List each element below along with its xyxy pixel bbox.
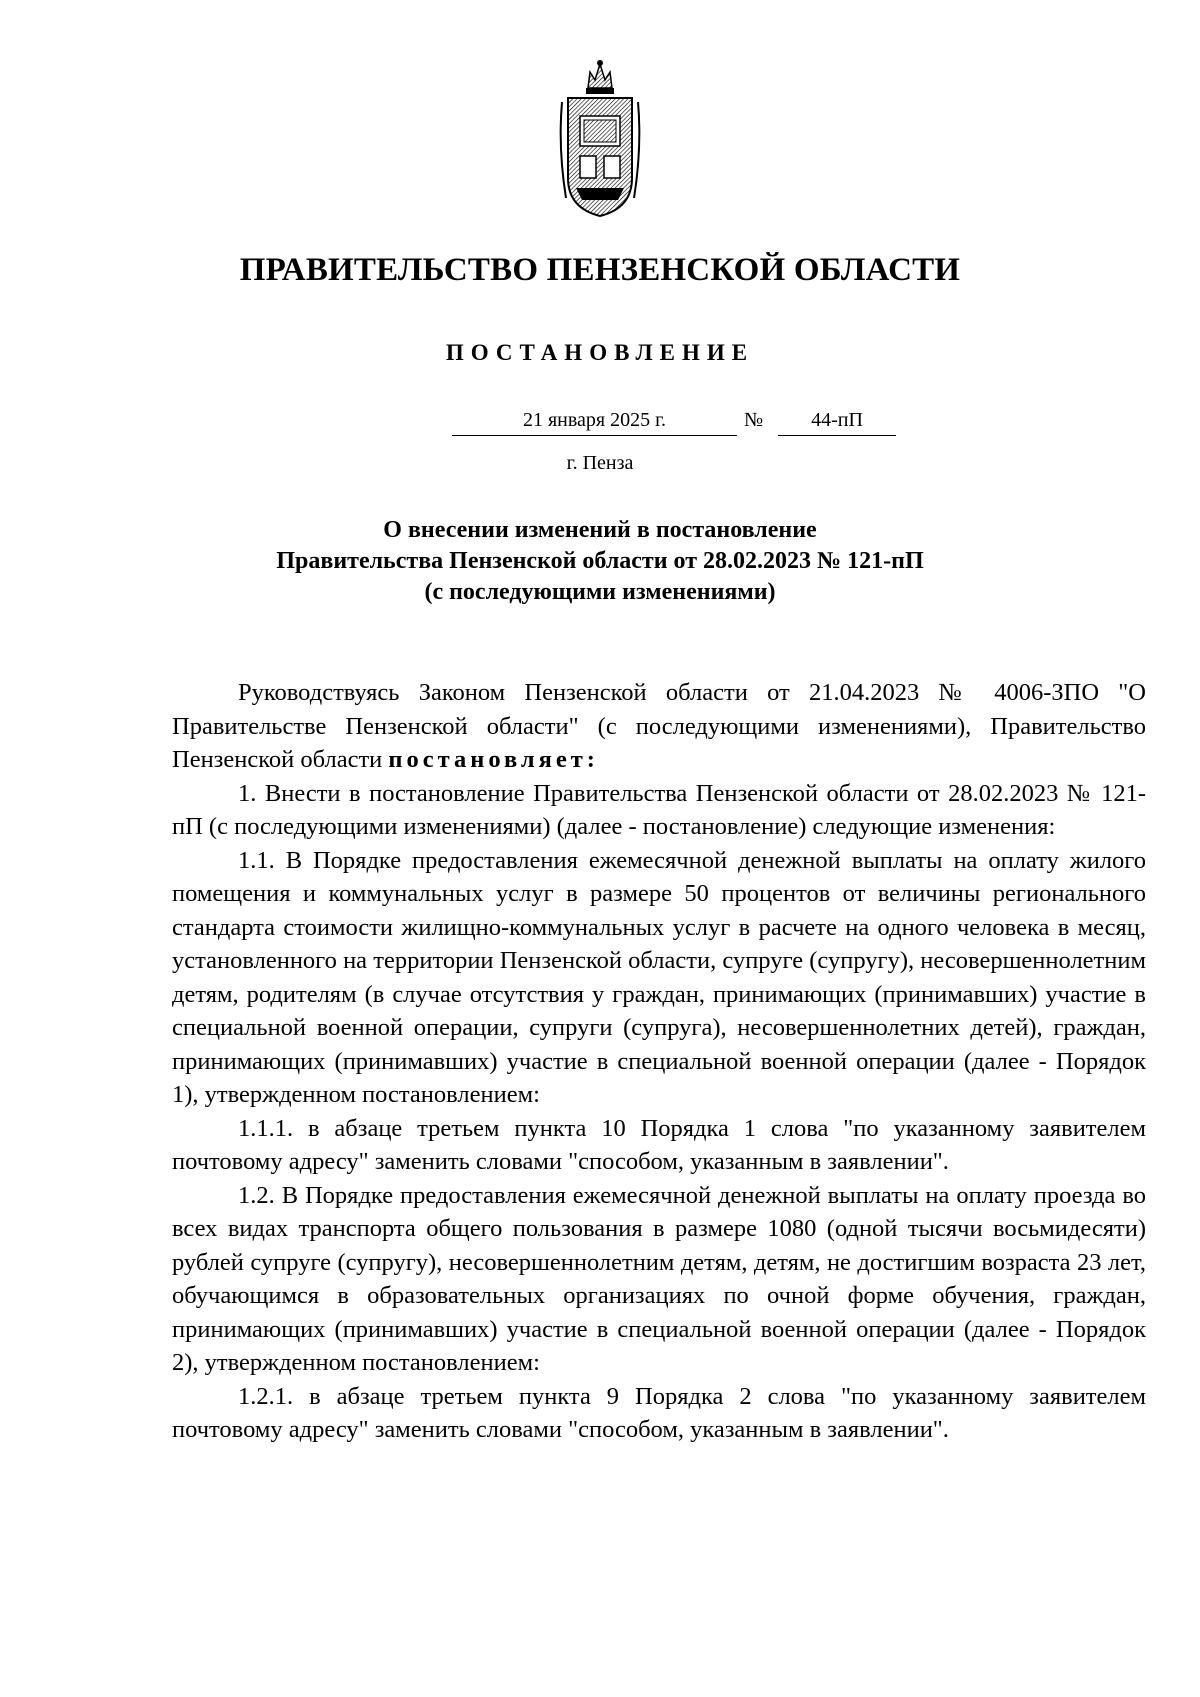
preamble-action: постановляет: xyxy=(388,746,599,773)
subject-line-1: О внесении изменений в постановление xyxy=(383,517,817,543)
paragraph-1-1-1: 1.1.1. в абзаце третьем пункта 10 Порядка 1 слова "по указанному заявителем почтовому адресу" заменить словами "способом, указанным в заявлении". xyxy=(172,1114,1146,1175)
number-sign: № xyxy=(744,409,764,431)
paragraph-1-2: 1.2. В Порядке предоставления ежемесячной денежной выплаты на оплату проезда во всех видах транспорта общего пользования в размере 1080 (одной тысячи восьмидесяти) рублей супруге (супругу), несовершеннолетним детям, детям, не достигшим возраста 23 лет, обучающимся в образовательных организациях по очной форме обучения, граждан, принимающих (принимавших) участие в специальной военной операции (далее - Порядок 2), утвержденном постановлением: xyxy=(172,1181,1146,1376)
paragraph-1-2-1: 1.2.1. в абзаце третьем пункта 9 Порядка 2 слова "по указанному заявителем почтовому адресу" заменить словами "способом, указанным в заявлении". xyxy=(172,1382,1146,1443)
coat-of-arms-emblem xyxy=(558,58,642,218)
paragraph-1: 1. Внести в постановление Правительства Пензенской области от 28.02.2023 № 121-пП (с последующими изменениями) (далее - постановление) следующие изменения: xyxy=(172,779,1146,840)
city: г. Пенза xyxy=(566,452,634,474)
subject-line-2: Правительства Пензенской области от 28.02.2023 № 121-пП xyxy=(276,548,924,574)
subject-line-3: (с последующими изменениями) xyxy=(424,579,776,605)
preamble-paragraph xyxy=(172,676,1146,777)
document-type: ПОСТАНОВЛЕНИЕ xyxy=(445,340,755,365)
paragraph-1-1: 1.1. В Порядке предоставления ежемесячной денежной выплаты на оплату жилого помещения и коммунальных услуг в размере 50 процентов от величины регионального стандарта стоимости жилищно-коммунальных услуг в расчете на одного человека в месяц, установленного на территории Пензенской области, супруге (супругу), несовершеннолетним детям, родителям (в случае отсутствия у граждан, принимающих (принимавших) участие в специальной военной операции, супруги (супруга), несовершеннолетних детей), граждан, принимающих (принимавших) участие в специальной военной операции (далее - Порядок 1), утвержденном постановлением: xyxy=(172,846,1146,1108)
document-subject xyxy=(0,515,1200,608)
date-number-line xyxy=(0,405,1200,439)
document-number: 44-пП xyxy=(778,405,896,436)
document-date: 21 января 2025 г. xyxy=(452,405,737,436)
organization-title: ПРАВИТЕЛЬСТВО ПЕНЗЕНСКОЙ ОБЛАСТИ xyxy=(239,252,961,288)
document-body xyxy=(172,676,1146,1447)
preamble-text: Руководствуясь Законом Пензенской области от 21.04.2023 № 4006-ЗПО "О Правительстве Пензенской области" (с последующими изменениями), Правительство Пензенской области xyxy=(172,679,1146,773)
